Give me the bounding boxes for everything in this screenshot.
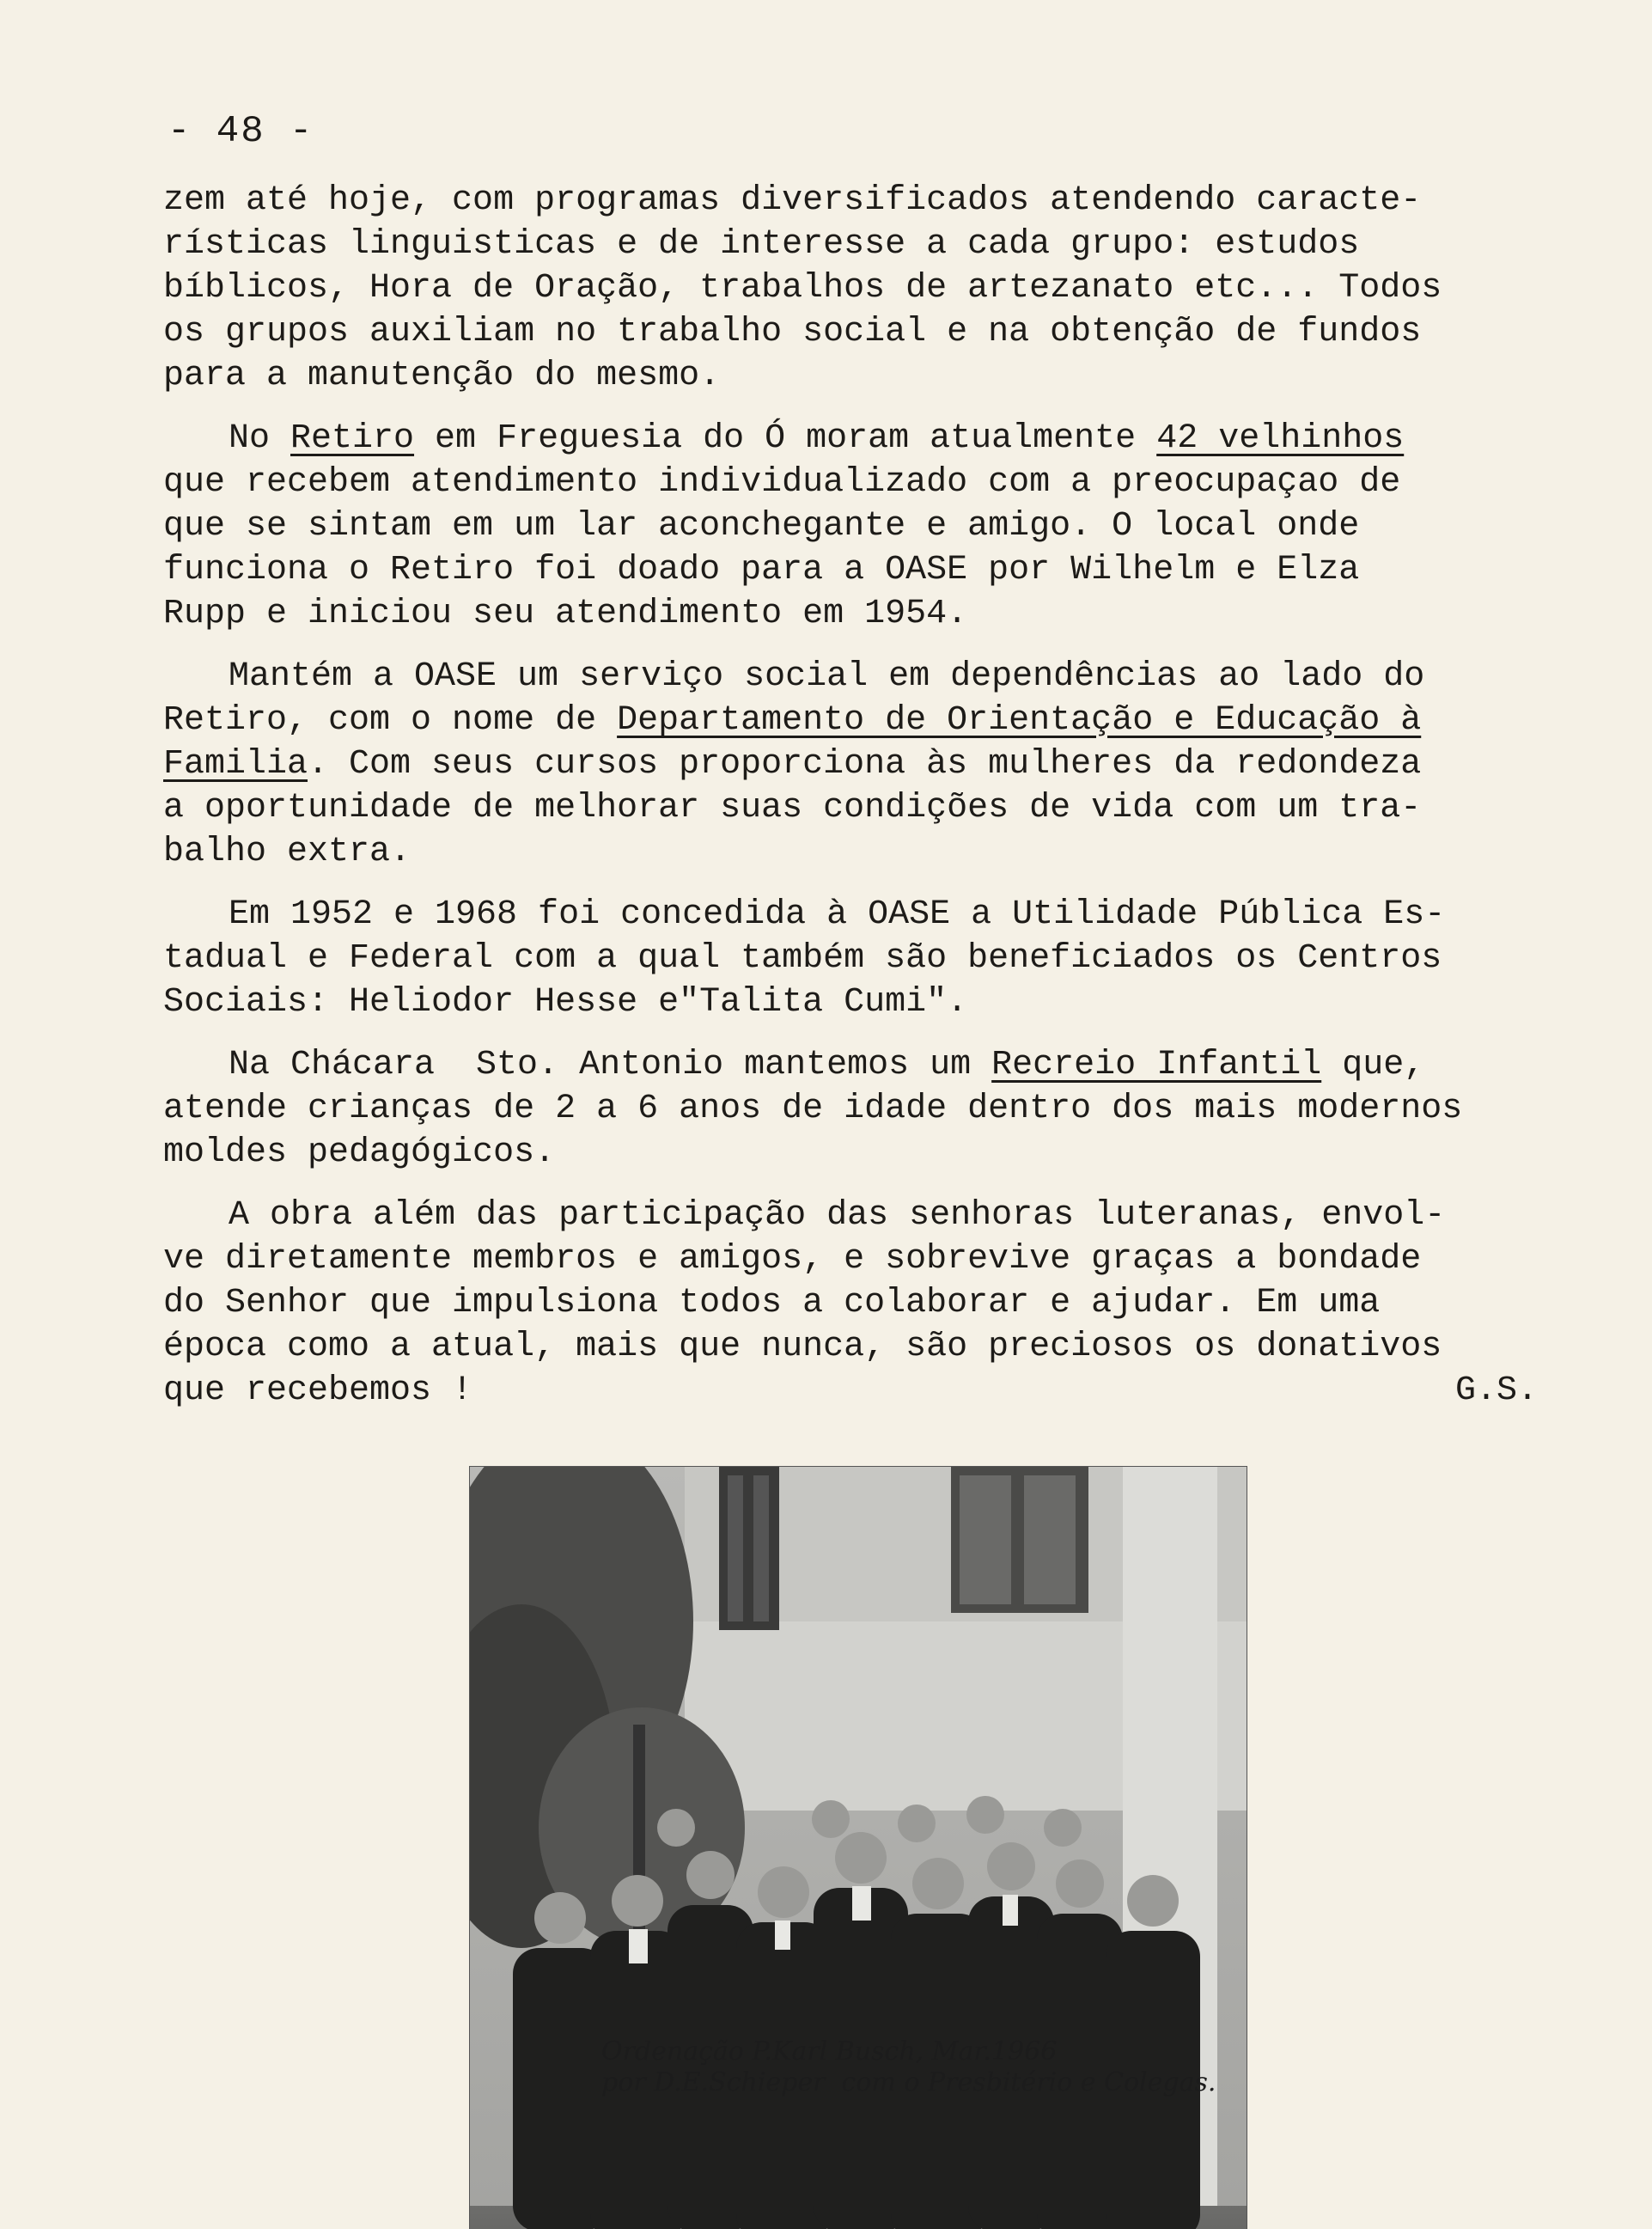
text-line: zem até hoje, com programas diversificados atendendo caracte- <box>163 181 1422 220</box>
text-fragment: . Com seus cursos proporciona às mulheres da redondeza <box>308 745 1422 784</box>
text-line: Mantém a OASE um serviço social em dependências ao lado do <box>229 657 1425 696</box>
text-line: para a manutenção do mesmo. <box>163 357 721 395</box>
text-line: tadual e Federal com a qual também são beneficiados os Centros <box>163 939 1442 978</box>
page-number: - 48 - <box>168 110 314 153</box>
photo-illustration <box>470 1467 1247 2229</box>
text-line: funciona o Retiro foi doado para a OASE por Wilhelm e Elza <box>163 551 1360 589</box>
signature-initials: G.S. <box>1454 1371 1538 1410</box>
caption-line-2: por D.E.Schieper com o Presbitério e Colegas. <box>601 2067 1216 2098</box>
text-line <box>163 417 1538 461</box>
text-fragment: que, <box>1321 1046 1425 1084</box>
text-line: Sociais: Heliodor Hesse e"Talita Cumi". <box>163 983 968 1022</box>
text-fragment: Na Chácara Sto. Antonio mantemos um <box>229 1046 992 1084</box>
caption-line-1: Ordenação P.Karl Busch, Mar.1966 <box>601 2037 1058 2067</box>
text-line: rísticas linguisticas e de interesse a cada grupo: estudos <box>163 225 1360 264</box>
text-line: os grupos auxiliam no trabalho social e na obtenção de fundos <box>163 313 1422 351</box>
text-line <box>163 742 1538 786</box>
paragraph-1 <box>163 179 1538 398</box>
paragraph-6 <box>163 1194 1538 1413</box>
text-fragment: Retiro, com o nome de <box>163 701 618 740</box>
text-line: atende crianças de 2 a 6 anos de idade dentro dos mais modernos <box>163 1090 1463 1128</box>
text-fragment: No <box>229 419 291 458</box>
body-text <box>163 179 1538 1432</box>
text-line: a oportunidade de melhorar suas condições de vida com um tra- <box>163 789 1422 827</box>
photo-caption <box>601 2037 1216 2098</box>
text-line: moldes pedagógicos. <box>163 1133 556 1172</box>
last-line-wrap <box>163 1369 1538 1413</box>
paragraph-5 <box>163 1043 1538 1175</box>
group-photo <box>469 1466 1247 2229</box>
underlined-recreio-infantil: Recreio Infantil <box>991 1046 1322 1084</box>
text-line: Em 1952 e 1968 foi concedida à OASE a Utilidade Pública Es- <box>229 895 1446 934</box>
text-line: A obra além das participação das senhoras luteranas, envol- <box>229 1196 1446 1235</box>
text-line: que recebemos ! <box>163 1371 473 1410</box>
text-line: que recebem atendimento individualizado com a preocupaçao de <box>163 463 1401 502</box>
text-line: bíblicos, Hora de Oração, trabalhos de artezanato etc... Todos <box>163 269 1442 308</box>
text-fragment: em Freguesia do Ó moram atualmente <box>414 419 1157 458</box>
underlined-velhinhos: 42 velhinhos <box>1156 419 1405 458</box>
text-line: que se sintam em um lar aconchegante e amigo. O local onde <box>163 507 1360 546</box>
text-line: época como a atual, mais que nunca, são preciosos os donativos <box>163 1328 1442 1366</box>
text-line: ve diretamente membros e amigos, e sobrevive graças a bondade <box>163 1240 1422 1279</box>
paragraph-4 <box>163 893 1538 1024</box>
underlined-familia: Familia <box>163 745 308 784</box>
underlined-retiro: Retiro <box>290 419 415 458</box>
text-line: balho extra. <box>163 833 411 871</box>
paragraph-3 <box>163 655 1538 874</box>
text-line: do Senhor que impulsiona todos a colaborar e ajudar. Em uma <box>163 1284 1381 1322</box>
paragraph-2 <box>163 417 1538 636</box>
text-line <box>163 1043 1538 1087</box>
text-line <box>163 699 1538 742</box>
text-line: Rupp e iniciou seu atendimento em 1954. <box>163 595 968 633</box>
underlined-departamento: Departamento de Orientação e Educação à <box>617 701 1422 740</box>
